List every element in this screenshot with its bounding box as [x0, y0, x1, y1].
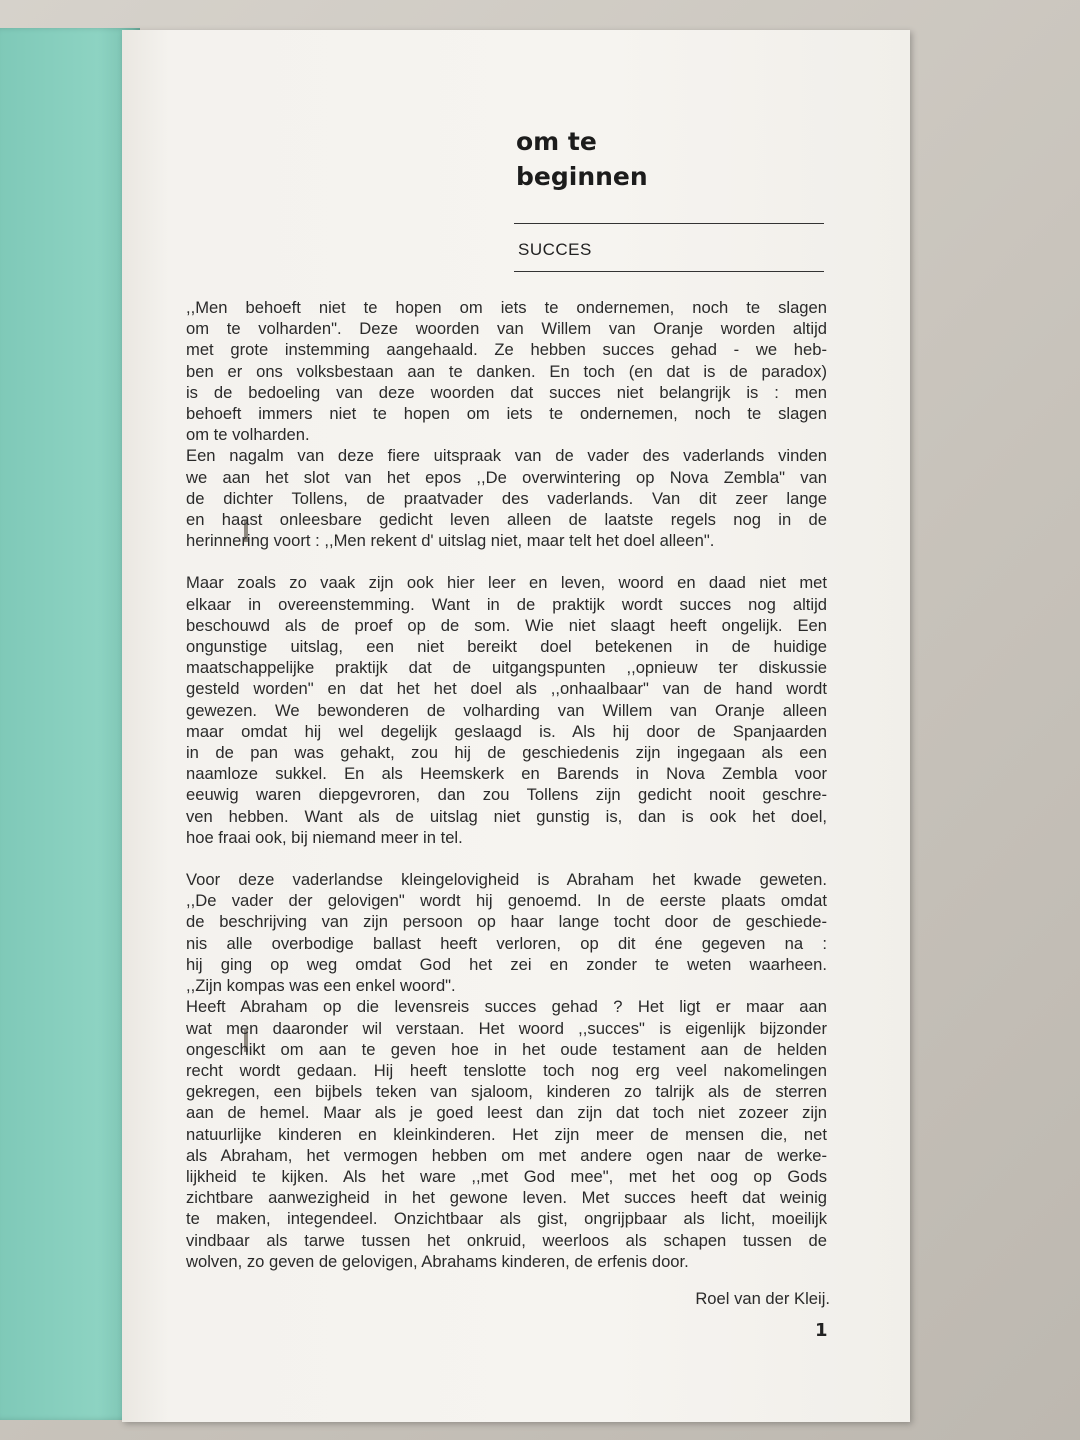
text-line: vindbaar als tarwe tussen het onkruid, weerloos als schapen tussen de: [186, 1230, 827, 1250]
text-line: om te volharden.: [186, 425, 310, 445]
text-line: en haast onleesbare gedicht leven alleen de laatste regels nog in de: [186, 510, 827, 530]
page-title: [516, 124, 648, 194]
text-line: recht wordt gedaan. Hij heeft tenslotte toch nog erg veel nakomelingen: [186, 1060, 827, 1080]
page-number: 1: [815, 1320, 828, 1341]
title-line-1: om te: [516, 127, 597, 156]
text-line: Voor deze vaderlandse kleingelovigheid is Abraham het kwade geweten.: [186, 870, 827, 890]
text-line: de dichter Tollens, de praatvader des vaderlands. Van dit zeer lange: [186, 488, 827, 508]
text-line: herinnering voort : ,,Men rekent d' uitslag niet, maar telt het doel alleen".: [186, 531, 715, 551]
text-line: in de pan was gehakt, zou hij de geschiedenis zijn ingegaan als een: [186, 743, 827, 763]
article-paragraph: [186, 572, 827, 848]
article-paragraph: [186, 869, 827, 996]
text-line: wat men daaronder wil verstaan. Het woord ,,succes" is eigenlijk bijzonder: [186, 1018, 827, 1038]
text-line: aan de hemel. Maar als je goed leest dan zijn dat toch niet zozeer zijn: [186, 1103, 827, 1123]
text-line: als Abraham, het vermogen hebben om met andere ogen naar de werke-: [186, 1145, 827, 1165]
text-line: natuurlijke kinderen en kleinkinderen. Het zijn meer de mensen die, net: [186, 1124, 827, 1144]
text-line: ,,De vader der gelovigen" wordt hij genoemd. In de eerste plaats omdat: [186, 891, 827, 911]
article-body: [186, 297, 827, 1272]
text-line: beschouwd als de proef op de som. Wie niet slaagt heeft ongelijk. Een: [186, 615, 827, 635]
paragraph-gap: [186, 848, 827, 869]
text-line: wolven, zo geven de gelovigen, Abrahams kinderen, de erfenis door.: [186, 1251, 689, 1271]
text-line: eeuwig waren diepgevroren, dan zou Tollens zijn gedicht nooit geschre-: [186, 785, 827, 805]
divider-top: [514, 223, 824, 224]
text-line: hij ging op weg omdat God het zei en zonder te weten waarheen.: [186, 954, 827, 974]
text-line: ,,Men behoeft niet te hopen om iets te ondernemen, noch te slagen: [186, 298, 827, 317]
article-paragraph: [186, 297, 827, 445]
section-heading: SUCCES: [518, 240, 592, 259]
text-line: Heeft Abraham op die levensreis succes gehad ? Het ligt er maar aan: [186, 997, 827, 1017]
paragraph-gap: [186, 551, 827, 572]
text-line: Maar zoals zo vaak zijn ook hier leer en leven, woord en daad niet met: [186, 573, 827, 593]
text-line: ongeschikt om aan te geven hoe in het oude testament aan de helden: [186, 1039, 827, 1059]
text-line: behoeft immers niet te hopen om iets te ondernemen, noch te slagen: [186, 404, 827, 424]
text-line: maatschappelijke praktijk dat de uitgangspunten ,,opnieuw ter diskussie: [186, 658, 827, 678]
article-paragraph: [186, 996, 827, 1272]
text-line: gesteld worden" en dat het het doel als ,,onhaalbaar" van de hand wordt: [186, 679, 827, 699]
text-line: we aan het slot van het epos ,,De overwintering op Nova Zembla" van: [186, 467, 827, 487]
text-line: ben er ons volksbestaan aan te danken. En toch (en dat is de paradox): [186, 361, 827, 381]
text-line: ven hebben. Want als de uitslag niet gunstig is, dan is ook het doel,: [186, 806, 827, 826]
text-line: ,,Zijn kompas was een enkel woord".: [186, 976, 456, 996]
article-paragraph: [186, 445, 827, 551]
text-line: ongunstige uitslag, een niet bereikt doel betekenen in de huidige: [186, 637, 827, 657]
text-line: naamloze sukkel. En als Heemskerk en Barends in Nova Zembla voor: [186, 764, 827, 784]
text-line: gewezen. We bewonderen de volharding van Willem van Oranje alleen: [186, 700, 827, 720]
author-signature: Roel van der Kleij.: [695, 1289, 830, 1308]
booklet-cover-edge: [0, 28, 140, 1420]
text-line: hoe fraai ook, bij niemand meer in tel.: [186, 827, 463, 847]
text-line: de beschrijving van zijn persoon op haar lange tocht door de geschiede-: [186, 912, 827, 932]
text-line: met grote instemming aangehaald. Ze hebben succes gehad - we heb-: [186, 340, 827, 360]
text-line: lijkheid te kijken. Als het ware ,,met God mee", met het oog op Gods: [186, 1166, 827, 1186]
text-line: Een nagalm van deze fiere uitspraak van de vader des vaderlands vinden: [186, 446, 827, 466]
text-line: gekregen, een bijbels teken van sjaloom, kinderen zo talrijk als de sterren: [186, 1082, 827, 1102]
text-line: nis alle overbodige ballast heeft verloren, op dit éne gegeven na :: [186, 933, 827, 953]
text-line: te maken, integendeel. Onzichtbaar als gist, ongrijpbaar als licht, moeilijk: [186, 1209, 827, 1229]
text-line: om te volharden". Deze woorden van Willem van Oranje worden altijd: [186, 319, 827, 339]
text-line: zichtbare aanwezigheid in het gewone leven. Met succes heeft dat weinig: [186, 1188, 827, 1208]
text-line: is de bedoeling van deze woorden dat succes niet belangrijk is : men: [186, 382, 827, 402]
title-line-2: beginnen: [516, 162, 648, 191]
divider-bottom: [514, 271, 824, 272]
text-line: elkaar in overeenstemming. Want in de praktijk wordt succes nog altijd: [186, 594, 827, 614]
text-line: maar omdat hij wel degelijk geslaagd is. Als hij door de Spanjaarden: [186, 721, 827, 741]
